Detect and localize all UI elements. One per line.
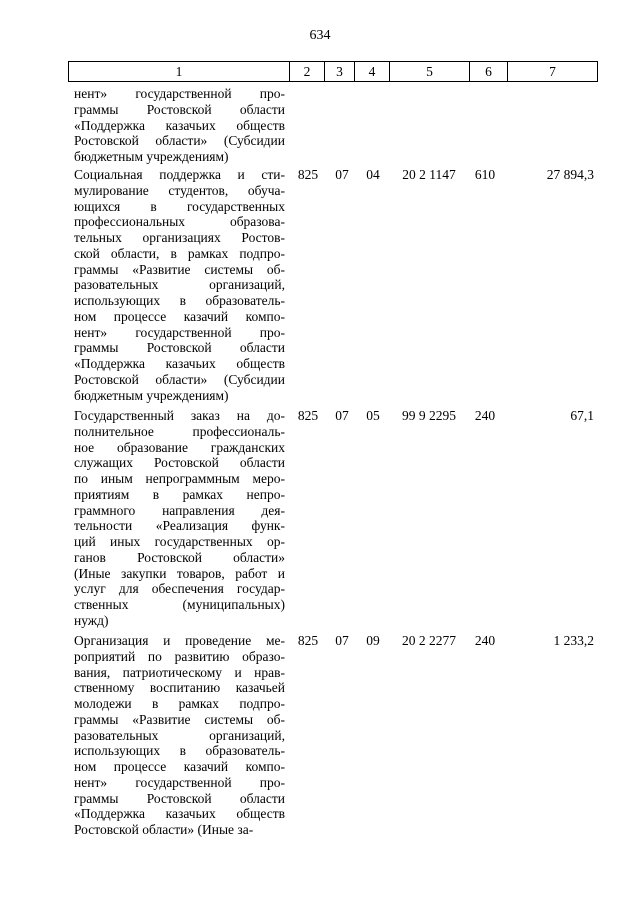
description-line: ций иных государственных ор-: [74, 534, 285, 549]
description-line: Организация и проведение ме-: [74, 633, 285, 648]
cell-code-3: 07: [335, 408, 349, 423]
description-line: служащих Ростовской области: [74, 455, 285, 471]
cell-amount: 67,1: [570, 408, 594, 423]
cell-code-4: 04: [366, 167, 380, 182]
description-line: ющихся в государственных: [74, 198, 285, 214]
header-cell-5: 5: [389, 62, 469, 81]
description-line: ное образование гражданских: [74, 439, 285, 455]
cell-code-2: 825: [297, 408, 319, 423]
description-line: нент» государственной про-: [74, 324, 285, 340]
header-cell-6: 6: [469, 62, 507, 81]
header-cell-7: 7: [507, 62, 597, 81]
description-line: граммы Ростовской области: [74, 101, 285, 117]
description-line: разовательных организаций,: [74, 727, 285, 743]
cell-code-4: 09: [366, 633, 380, 648]
description-line: ственному воспитанию казачьей: [74, 680, 285, 696]
row-description: [74, 86, 285, 165]
description-line: роприятий по развитию образо-: [74, 648, 285, 664]
description-line: ном процессе казачий компо-: [74, 308, 285, 324]
description-line: «Поддержка казачьих обществ: [74, 806, 285, 822]
description-line: Социальная поддержка и сти-: [74, 167, 285, 182]
cell-code-3: 07: [335, 167, 349, 182]
description-line: нужд): [74, 612, 109, 628]
description-line: нент» государственной про-: [74, 774, 285, 790]
description-line: граммы «Развитие системы об-: [74, 711, 285, 727]
description-line: граммного направления дея-: [74, 502, 285, 518]
description-line: ганов Ростовской области»: [74, 549, 285, 565]
description-line: Ростовской области» (Субсидии: [74, 133, 285, 149]
description-line: Государственный заказ на до-: [74, 408, 285, 423]
description-line: граммы Ростовской области: [74, 790, 285, 806]
description-line: бюджетным учреждениям): [74, 387, 229, 403]
cell-code-4: 05: [366, 408, 380, 423]
description-line: граммы Ростовской области: [74, 340, 285, 356]
row-description: [74, 408, 285, 629]
description-line: бюджетным учреждениям): [74, 149, 229, 164]
cell-amount: 1 233,2: [553, 633, 594, 648]
header-cell-3: 3: [324, 62, 354, 81]
description-line: тельности «Реализация функ-: [74, 518, 285, 534]
cell-code-5: 99 9 2295: [402, 408, 456, 423]
description-line: полнительное профессиональ-: [74, 423, 285, 439]
description-line: молодежи в рамках подпро-: [74, 696, 285, 711]
header-cell-2: 2: [289, 62, 324, 81]
page-number: 634: [309, 28, 331, 43]
row-description: [74, 633, 285, 838]
description-line: (Иные закупки товаров, работ и: [74, 565, 285, 581]
header-cell-4: 4: [354, 62, 389, 81]
description-line: мулирование студентов, обуча-: [74, 182, 285, 198]
description-line: вания, патриотическому и нрав-: [74, 664, 285, 680]
description-line: «Поддержка казачьих обществ: [74, 117, 285, 133]
description-line: ственных (муниципальных): [74, 597, 285, 612]
cell-code-5: 20 2 1147: [402, 167, 456, 182]
cell-code-2: 825: [297, 167, 319, 182]
row-description: [74, 167, 285, 403]
description-line: Ростовской области» (Субсидии: [74, 371, 285, 387]
description-line: услуг для обеспечения государ-: [74, 581, 285, 597]
description-line: ном процессе казачий компо-: [74, 759, 285, 774]
cell-code-3: 07: [335, 633, 349, 648]
description-line: профессиональных образова-: [74, 214, 285, 230]
description-line: использующих в образователь-: [74, 743, 285, 759]
cell-code-6: 610: [474, 167, 496, 182]
description-line: по иным непрограммным меро-: [74, 471, 285, 486]
description-line: Ростовской области» (Иные за-: [74, 822, 254, 837]
cell-code-5: 20 2 2277: [402, 633, 456, 648]
table-header: [68, 61, 598, 82]
description-line: тельных организациях Ростов-: [74, 230, 285, 245]
cell-code-6: 240: [474, 633, 496, 648]
cell-code-6: 240: [474, 408, 496, 423]
cell-amount: 27 894,3: [546, 167, 594, 182]
description-line: приятиям в рамках непро-: [74, 486, 285, 502]
description-line: разовательных организаций,: [74, 277, 285, 293]
cell-code-2: 825: [297, 633, 319, 648]
description-line: «Поддержка казачьих обществ: [74, 356, 285, 371]
description-line: использующих в образователь-: [74, 293, 285, 308]
header-cell-1: 1: [175, 64, 183, 79]
description-line: граммы «Развитие системы об-: [74, 261, 285, 277]
description-line: ской области, в рамках подпро-: [74, 245, 285, 261]
description-line: нент» государственной про-: [74, 86, 285, 101]
